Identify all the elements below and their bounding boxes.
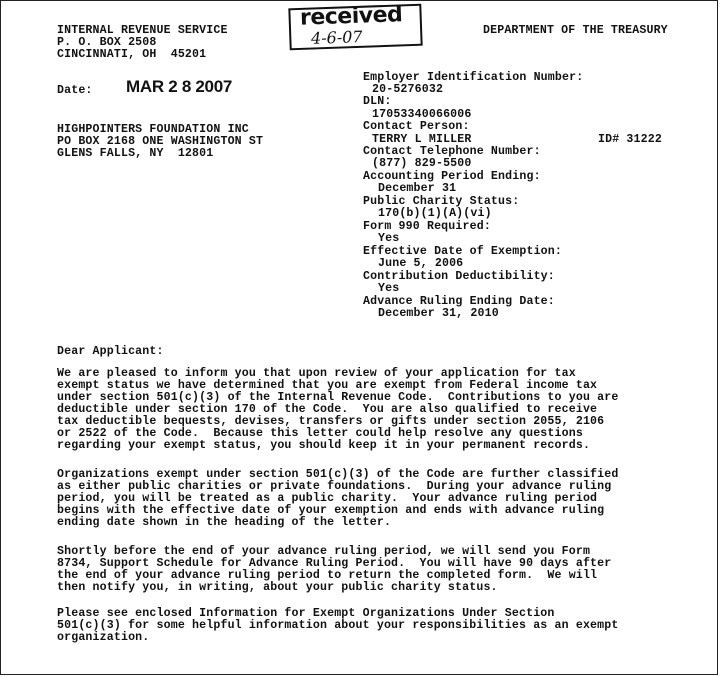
phone-label: Contact Telephone Number:	[363, 145, 541, 158]
contact-id: ID# 31222	[598, 133, 662, 146]
ein-value: 20-5276032	[372, 83, 444, 96]
paragraph-line: organization.	[57, 631, 150, 644]
salutation: Dear Applicant:	[57, 345, 164, 358]
paragraph-line: period, you will be treated as a public charity. Your advance ruling period	[57, 492, 598, 505]
department-name: DEPARTMENT OF THE TREASURY	[483, 24, 668, 37]
paragraph-line: the end of your advance ruling period to return the completed form. We will	[57, 569, 598, 582]
charity-value: 170(b)(1)(A)(vi)	[378, 207, 492, 220]
paragraph-line: begins with the effective date of your exemption and ends with advance ruling	[57, 504, 605, 517]
period-label: Accounting Period Ending:	[363, 170, 541, 183]
effective-date-label: Effective Date of Exemption:	[363, 245, 563, 258]
ruling-date-label: Advance Ruling Ending Date:	[363, 295, 555, 308]
paragraph-line: Shortly before the end of your advance ruling period, we will send you Form	[57, 545, 591, 558]
paragraph-line: Please see enclosed Information for Exempt Organizations Under Section	[57, 607, 555, 620]
ein-label: Employer Identification Number:	[363, 71, 584, 84]
paragraph-line: 8734, Support Schedule for Advance Ruling Period. You will have 90 days after	[57, 557, 612, 570]
paragraph-line: deductible under section 170 of the Code. You are also qualified to receive	[57, 403, 598, 416]
deductibility-value: Yes	[378, 282, 400, 295]
paragraph-line: 501(c)(3) for some helpful information about your responsibilities as an exempt	[57, 619, 619, 632]
phone-value: (877) 829-5500	[372, 157, 472, 170]
paragraph-line: We are pleased to inform you that upon review of your application for tax	[57, 367, 576, 380]
issuer-line-2: P. O. BOX 2508	[57, 36, 157, 49]
stamp-date: 4-6-07	[310, 27, 363, 48]
addressee-line-2: PO BOX 2168 ONE WASHINGTON ST	[57, 135, 264, 148]
paragraph-line: or 2522 of the Code. Because this letter could help resolve any questions	[57, 427, 583, 440]
date-stamp: MAR 2 8 2007	[126, 77, 233, 96]
dln-value: 17053340066006	[372, 108, 472, 121]
stamp-word: received	[299, 2, 403, 31]
addressee-line-3: GLENS FALLS, NY 12801	[57, 147, 214, 160]
ruling-date-value: December 31, 2010	[378, 307, 499, 320]
period-value: December 31	[378, 182, 457, 195]
deductibility-label: Contribution Deductibility:	[363, 270, 555, 283]
paragraph-line: as either public charities or private foundations. During your advance ruling	[57, 480, 612, 493]
paragraph-line: regarding your exempt status, you should keep it in your permanent records.	[57, 439, 591, 452]
effective-date-value: June 5, 2006	[378, 257, 464, 270]
charity-label: Public Charity Status:	[363, 195, 520, 208]
paragraph-line: ending date shown in the heading of the letter.	[57, 516, 392, 529]
paragraph-line: then notify you, in writing, about your public charity status.	[57, 581, 498, 594]
paragraph-line: tax deductible bequests, devises, transfers or gifts under section 2055, 2106	[57, 415, 605, 428]
addressee-line-1: HIGHPOINTERS FOUNDATION INC	[57, 123, 249, 136]
paragraph-line: Organizations exempt under section 501(c)(3) of the Code are further classified	[57, 468, 619, 481]
contact-value: TERRY L MILLER	[372, 133, 472, 146]
paragraph-line: exempt status we have determined that you are exempt from Federal income tax	[57, 379, 598, 392]
paragraph-line: under section 501(c)(3) of the Internal Revenue Code. Contributions to you are	[57, 391, 619, 404]
issuer-line-1: INTERNAL REVENUE SERVICE	[57, 24, 228, 37]
issuer-line-3: CINCINNATI, OH 45201	[57, 48, 207, 61]
form-990-label: Form 990 Required:	[363, 220, 491, 233]
contact-label: Contact Person:	[363, 120, 470, 133]
dln-label: DLN:	[363, 95, 392, 108]
date-label: Date:	[57, 84, 93, 97]
form-990-value: Yes	[378, 232, 400, 245]
